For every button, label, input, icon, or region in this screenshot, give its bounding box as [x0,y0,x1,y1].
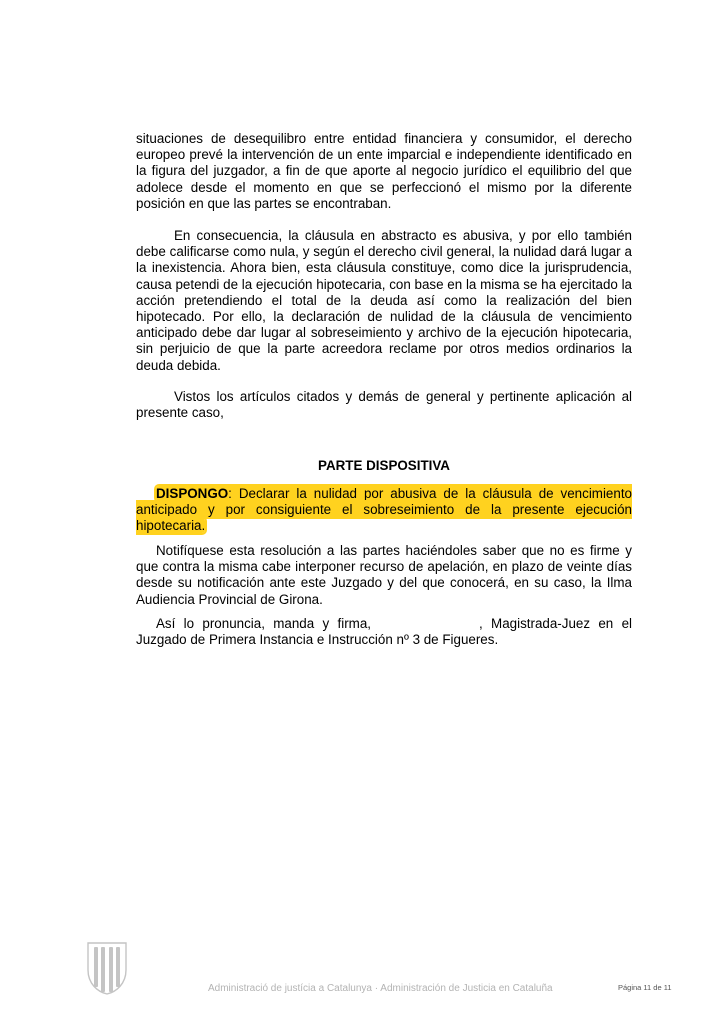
paragraph-notificacion [136,543,632,608]
dispongo-text: : Declarar la nulidad por abusiva de la cláusula de vencimiento anticipado y por consiguiente el sobreseimiento de la presente ejecución hipotecaria. [136,486,632,534]
dispongo-label: DISPONGO [156,486,229,501]
firma-text-a: Así lo pronuncia, manda y firma, [156,616,372,631]
paragraph-dispongo [136,486,632,535]
paragraph-text: Vistos los artículos citados y demás de general y pertinente aplicación al presente caso, [136,389,632,421]
footer-text: Administració de justícia a Catalunya · Administración de Justicia en Cataluña [208,983,553,994]
paragraph-text: Notifíquese esta resolución a las partes haciéndoles saber que no es firme y que contra la misma cabe interponer recurso de apelación, en plazo de veinte días desde su notificación ante este Juzgado y del que conocerá, en su caso, la Ilma Audiencia Provincial de Girona. [136,543,632,607]
paragraph-vistos [136,389,632,421]
highlighted-dispongo [136,486,632,533]
page-number: Página 11 de 11 [618,983,672,992]
firma-text-b: , Magistrada-Juez en el Juzgado de Primera Instancia e Instrucción nº 3 de Figueres. [136,616,632,648]
generalitat-logo-icon [84,940,130,996]
parte-dispositiva-heading: PARTE DISPOSITIVA [318,458,450,473]
paragraph-consecuencia [136,228,632,374]
paragraph-text: En consecuencia, la cláusula en abstracto es abusiva, y por ello también debe calificarse como nula, y según el derecho civil general, la nulidad dará lugar a la inexistencia. Ahora bien, esta cláusula constituye, como dice la jurisprudencia, causa petendi de la ejecución hipotecaria, con base en la misma se ha ejercitado la acción pretendiendo el total de la deuda así como la realización del bien hipotecado. Por ello, la declaración de nulidad de la cláusula de vencimiento anticipado debe dar lugar al sobreseimiento y archivo de la ejecución hipotecaria, sin perjuicio de que la parte acreedora reclame por otros medios ordinarios la deuda debida. [136,228,632,373]
paragraph-situaciones [136,131,632,212]
paragraph-text: situaciones de desequilibro entre entidad financiera y consumidor, el derecho europeo prevé la intervención de un ente imparcial e independiente identificado en la figura del juzgador, a fin de que aporte al negocio jurídico el equilibrio del que adolece desde el momento en que se perfeccionó el mismo por la diferente posición en que las partes se encontraban. [136,131,632,211]
paragraph-firma [136,616,632,648]
